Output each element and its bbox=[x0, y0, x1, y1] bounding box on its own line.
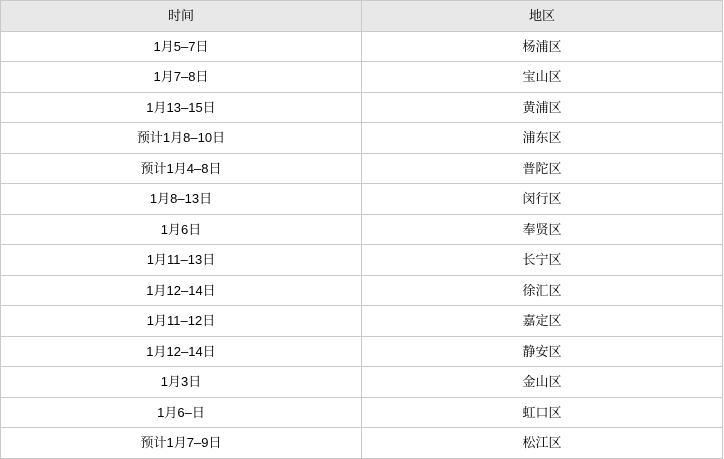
table-row bbox=[1, 153, 723, 184]
cell-area: 奉贤区 bbox=[362, 214, 723, 245]
cell-area: 嘉定区 bbox=[362, 306, 723, 337]
table-row bbox=[1, 92, 723, 123]
cell-time: 1月6日 bbox=[1, 214, 362, 245]
table-row bbox=[1, 214, 723, 245]
table-row bbox=[1, 397, 723, 428]
table-row bbox=[1, 367, 723, 398]
column-header-time: 时间 bbox=[1, 1, 362, 32]
cell-area: 长宁区 bbox=[362, 245, 723, 276]
cell-area: 虹口区 bbox=[362, 397, 723, 428]
cell-time: 1月5–7日 bbox=[1, 31, 362, 62]
cell-area: 浦东区 bbox=[362, 123, 723, 154]
cell-time: 预计1月7–9日 bbox=[1, 428, 362, 459]
cell-time: 预计1月8–10日 bbox=[1, 123, 362, 154]
table-row bbox=[1, 62, 723, 93]
table-row bbox=[1, 275, 723, 306]
column-header-area: 地区 bbox=[362, 1, 723, 32]
table-row bbox=[1, 123, 723, 154]
cell-area: 徐汇区 bbox=[362, 275, 723, 306]
cell-time: 1月3日 bbox=[1, 367, 362, 398]
cell-area: 静安区 bbox=[362, 336, 723, 367]
cell-time: 1月7–8日 bbox=[1, 62, 362, 93]
table-row bbox=[1, 306, 723, 337]
table-row bbox=[1, 31, 723, 62]
cell-time: 1月8–13日 bbox=[1, 184, 362, 215]
table-header-row bbox=[1, 1, 723, 32]
cell-area: 金山区 bbox=[362, 367, 723, 398]
table-row bbox=[1, 245, 723, 276]
cell-time: 1月13–15日 bbox=[1, 92, 362, 123]
table-body bbox=[1, 31, 723, 458]
cell-time: 1月6–日 bbox=[1, 397, 362, 428]
cell-area: 黄浦区 bbox=[362, 92, 723, 123]
cell-area: 闵行区 bbox=[362, 184, 723, 215]
cell-area: 松江区 bbox=[362, 428, 723, 459]
cell-area: 普陀区 bbox=[362, 153, 723, 184]
cell-time: 预计1月4–8日 bbox=[1, 153, 362, 184]
table-header bbox=[1, 1, 723, 32]
table-row bbox=[1, 336, 723, 367]
cell-area: 宝山区 bbox=[362, 62, 723, 93]
cell-area: 杨浦区 bbox=[362, 31, 723, 62]
table-row bbox=[1, 428, 723, 459]
cell-time: 1月11–12日 bbox=[1, 306, 362, 337]
cell-time: 1月11–13日 bbox=[1, 245, 362, 276]
table-row bbox=[1, 184, 723, 215]
cell-time: 1月12–14日 bbox=[1, 275, 362, 306]
cell-time: 1月12–14日 bbox=[1, 336, 362, 367]
